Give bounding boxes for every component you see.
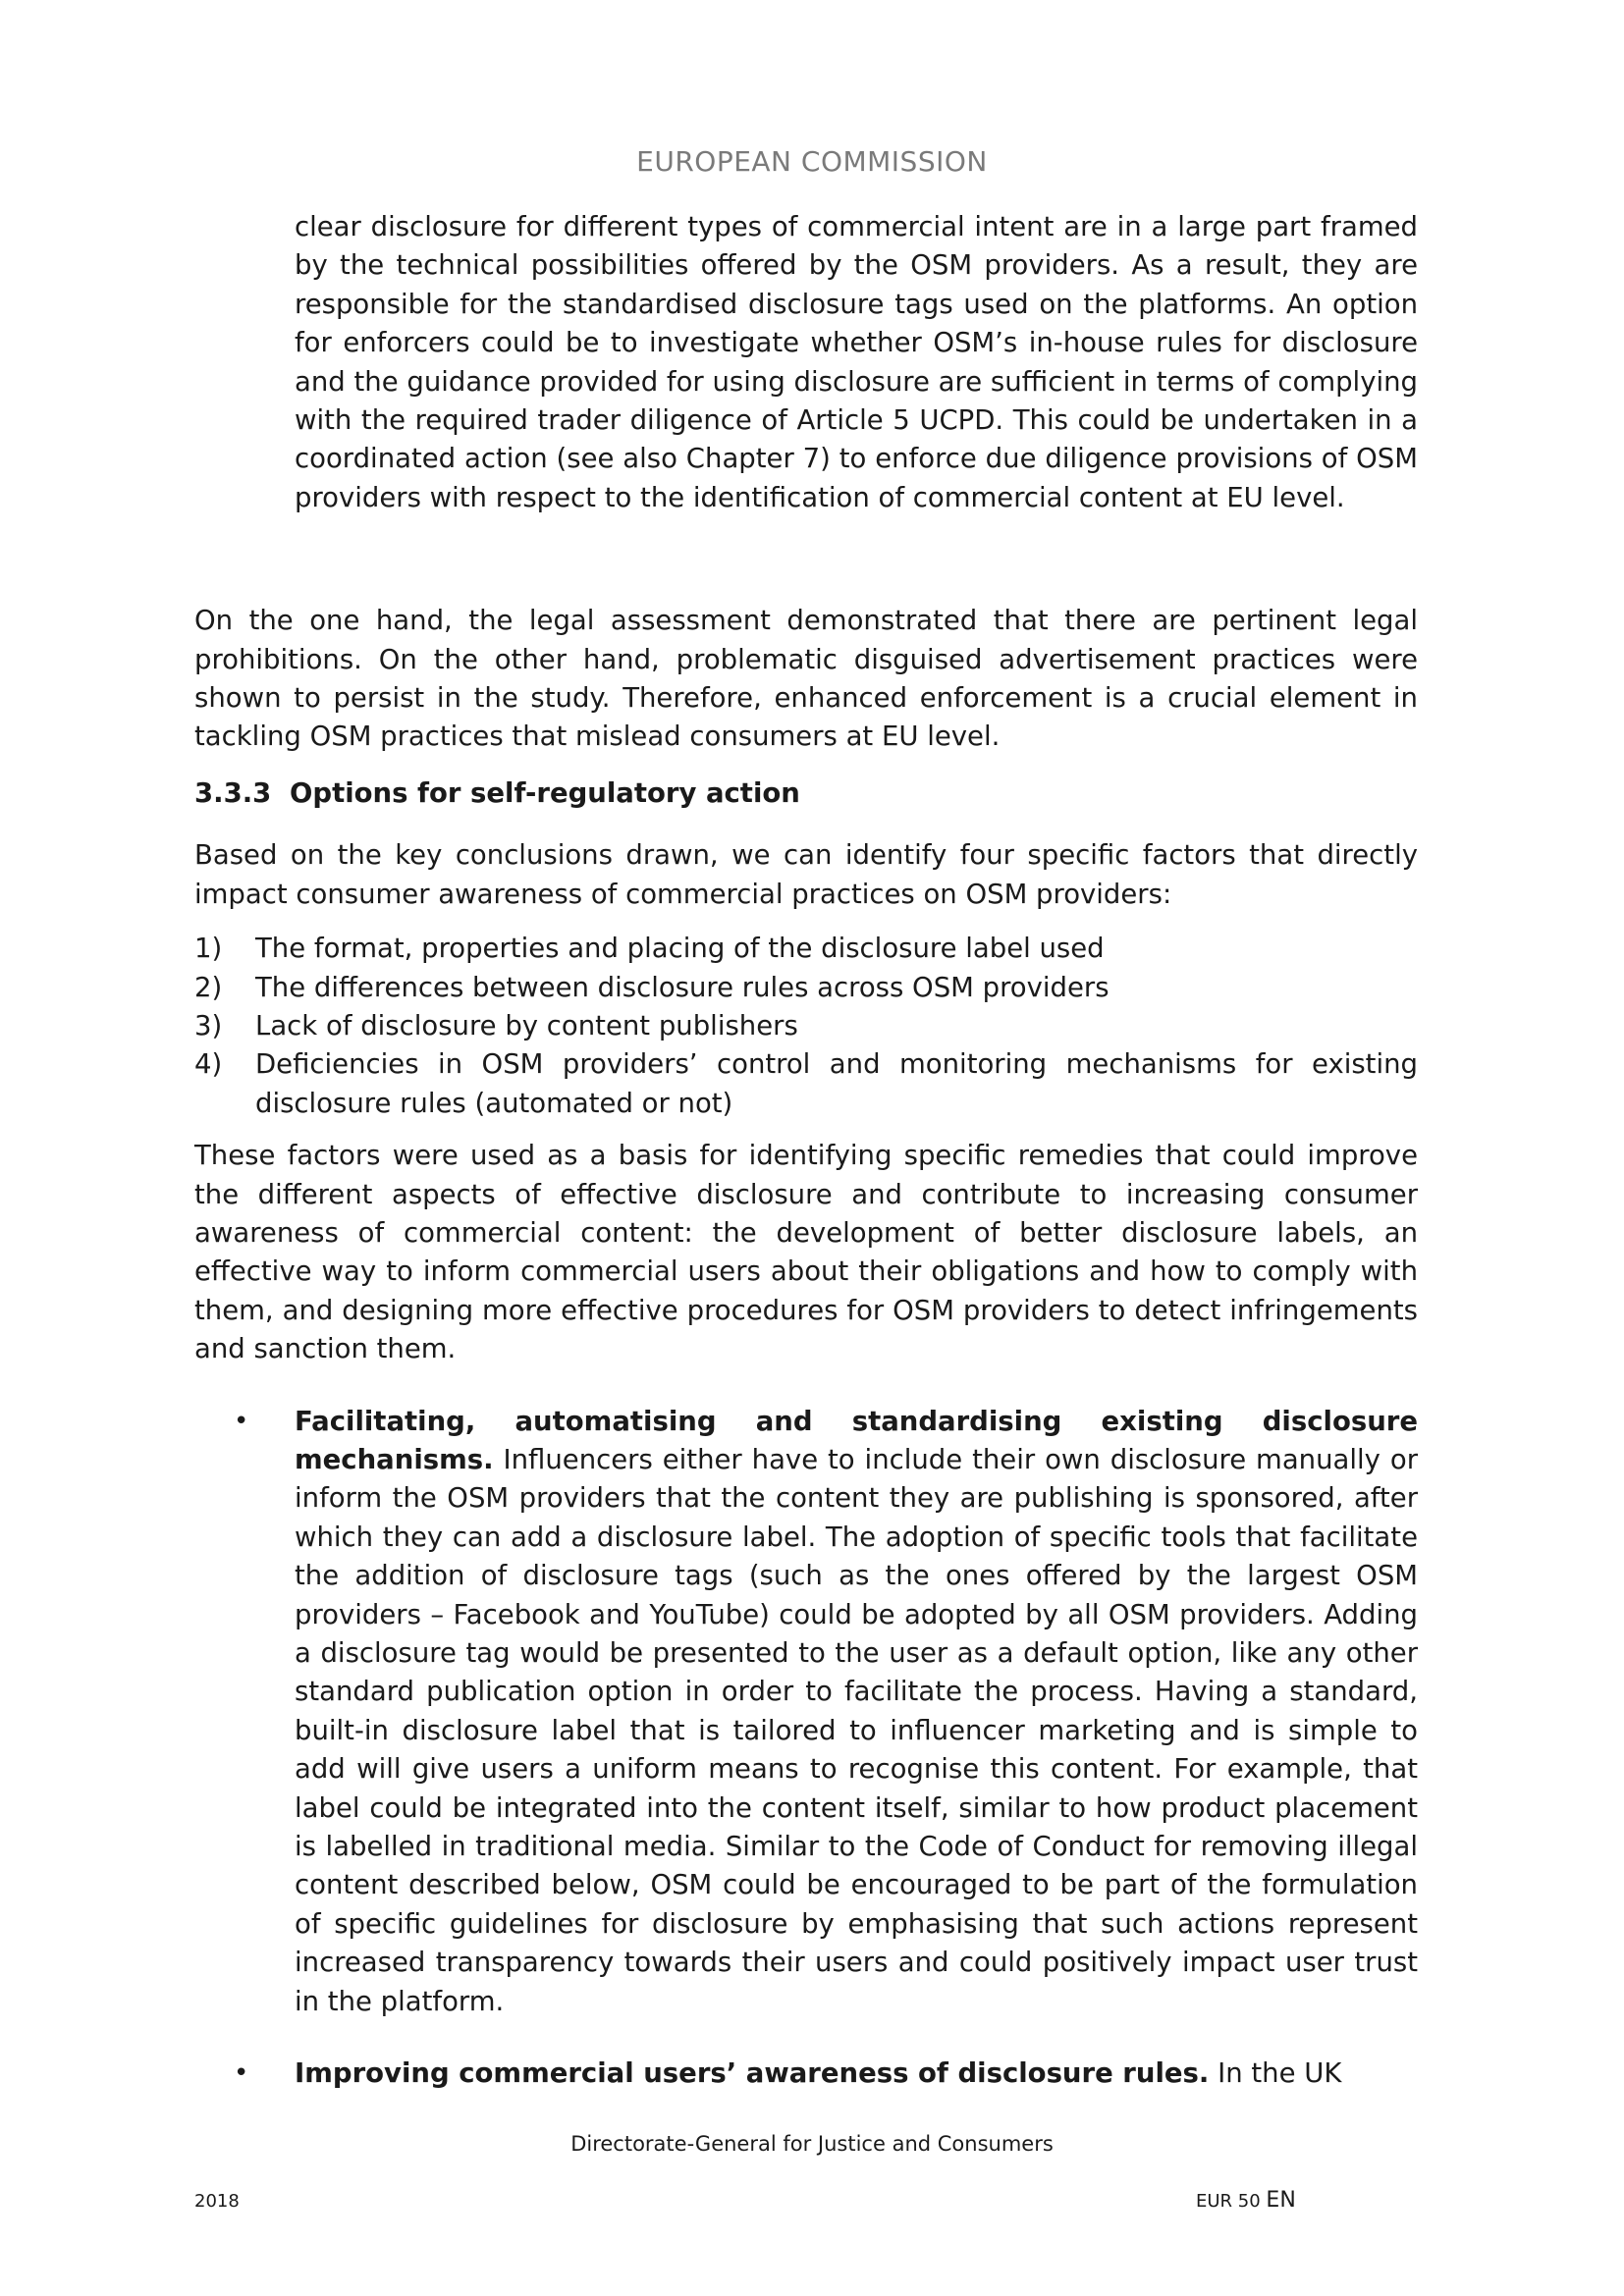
bullet-icon: • bbox=[234, 2058, 249, 2089]
enforcement-paragraph: On the one hand, the legal assessment demonstrated that there are pertinent legal prohibitions. On the other hand, problematic disguised advertisement practices were shown to persist in the study. Therefore, enhanced enforcement is a crucial element in tackling OSM practices that mislead consumers at EU level. bbox=[194, 605, 1418, 753]
list-item bbox=[194, 1045, 1418, 1123]
bullet-body: Influencers either have to include their own disclosure manually or inform the OSM providers that the content they are publishing is sponsored, after which they can add a disclosure label. The adoption of specific tools that facilitate the addition of disclosure tags (such as the ones offered by the largest OSM providers – Facebook and YouTube) could be adopted by all OSM providers. Adding a disclosure tag would be presented to the user as a default option, like any other standard publication option in order to facilitate the process. Having a standard, built-in disclosure label that is tailored to influencer marketing and is simple to add will give users a uniform means to recognise this content. For example, that label could be integrated into the content itself, similar to how product placement is labelled in traditional media. Similar to the Code of Conduct for removing illegal content described below, OSM could be encouraged to be part of the formulation of specific guidelines for disclosure by emphasising that such actions represent increased transparency towards their users and could positively impact user trust in the platform. bbox=[295, 1443, 1418, 2017]
list-marker: 2) bbox=[194, 971, 223, 1003]
footer-year: 2018 bbox=[194, 2191, 240, 2212]
list-marker: 4) bbox=[194, 1048, 223, 1081]
list-marker: 3) bbox=[194, 1009, 223, 1041]
footer-doc-number: EUR 50 bbox=[1196, 2191, 1261, 2212]
factors-list bbox=[194, 930, 1418, 1123]
list-marker: 1) bbox=[194, 933, 223, 965]
bullet-list bbox=[194, 1403, 1418, 2094]
list-item bbox=[194, 1403, 1418, 2022]
section-title: Options for self-regulatory action bbox=[290, 776, 800, 809]
section-heading bbox=[194, 774, 1418, 813]
list-item bbox=[194, 969, 1418, 1007]
bullet-icon: • bbox=[234, 1406, 249, 1436]
list-item-text: The differences between disclosure rules across OSM providers bbox=[255, 971, 1110, 1003]
list-item bbox=[194, 1007, 1418, 1045]
indented-paragraph: clear disclosure for different types of commercial intent are in a large part framed by the technical possibilities offered by the OSM providers. As a result, they are responsible for the standardised disclosure tags used on the platforms. An option for enforcers could be to investigate whether OSM’s in-house rules for disclosure and the guidance provided for using disclosure are sufficient in terms of complying with the required trader diligence of Article 5 UCPD. This could be undertaken in a coordinated action (see also Chapter 7) to enforce due diligence provisions of OSM providers with respect to the identification of commercial content at EU level. bbox=[295, 211, 1418, 513]
bullet-text bbox=[295, 1403, 1418, 2022]
factors-paragraph: These factors were used as a basis for identifying specific remedies that could improve the different aspects of effective disclosure and contribute to increasing consumer awareness of commercial content: the development of better disclosure labels, an effective way to inform commercial users about their obligations and how to comply with them, and designing more effective procedures for OSM providers to detect infringements and sanction them. bbox=[194, 1140, 1418, 1365]
list-item-text: Deficiencies in OSM providers’ control and monitoring mechanisms for existing disclosure rules (automated or not) bbox=[255, 1048, 1418, 1119]
intro-paragraph: Based on the key conclusions drawn, we can identify four specific factors that directly impact consumer awareness of commercial practices on OSM providers: bbox=[194, 839, 1418, 910]
bullet-text bbox=[295, 2055, 1418, 2093]
page-content bbox=[194, 208, 1418, 2126]
list-item bbox=[194, 930, 1418, 968]
list-item-text: Lack of disclosure by content publishers bbox=[255, 1009, 798, 1041]
page-header: EUROPEAN COMMISSION bbox=[636, 145, 988, 178]
bullet-bold-lead: Improving commercial users’ awareness of disclosure rules. bbox=[295, 2057, 1210, 2090]
bullet-bold-lead: Facilitating, automatising and standardising existing disclosure mechanisms. bbox=[295, 1405, 1418, 1475]
section-number: 3.3.3 bbox=[194, 776, 272, 809]
list-item-text: The format, properties and placing of the disclosure label used bbox=[255, 933, 1105, 965]
footer-language: EN bbox=[1266, 2188, 1296, 2213]
paragraph-spacer bbox=[194, 517, 1418, 602]
list-item bbox=[194, 2055, 1418, 2093]
footer-directorate: Directorate-General for Justice and Consumers bbox=[570, 2132, 1054, 2156]
footer-doc-id bbox=[1196, 2188, 1296, 2213]
bullet-body: In the UK bbox=[1209, 2057, 1342, 2090]
